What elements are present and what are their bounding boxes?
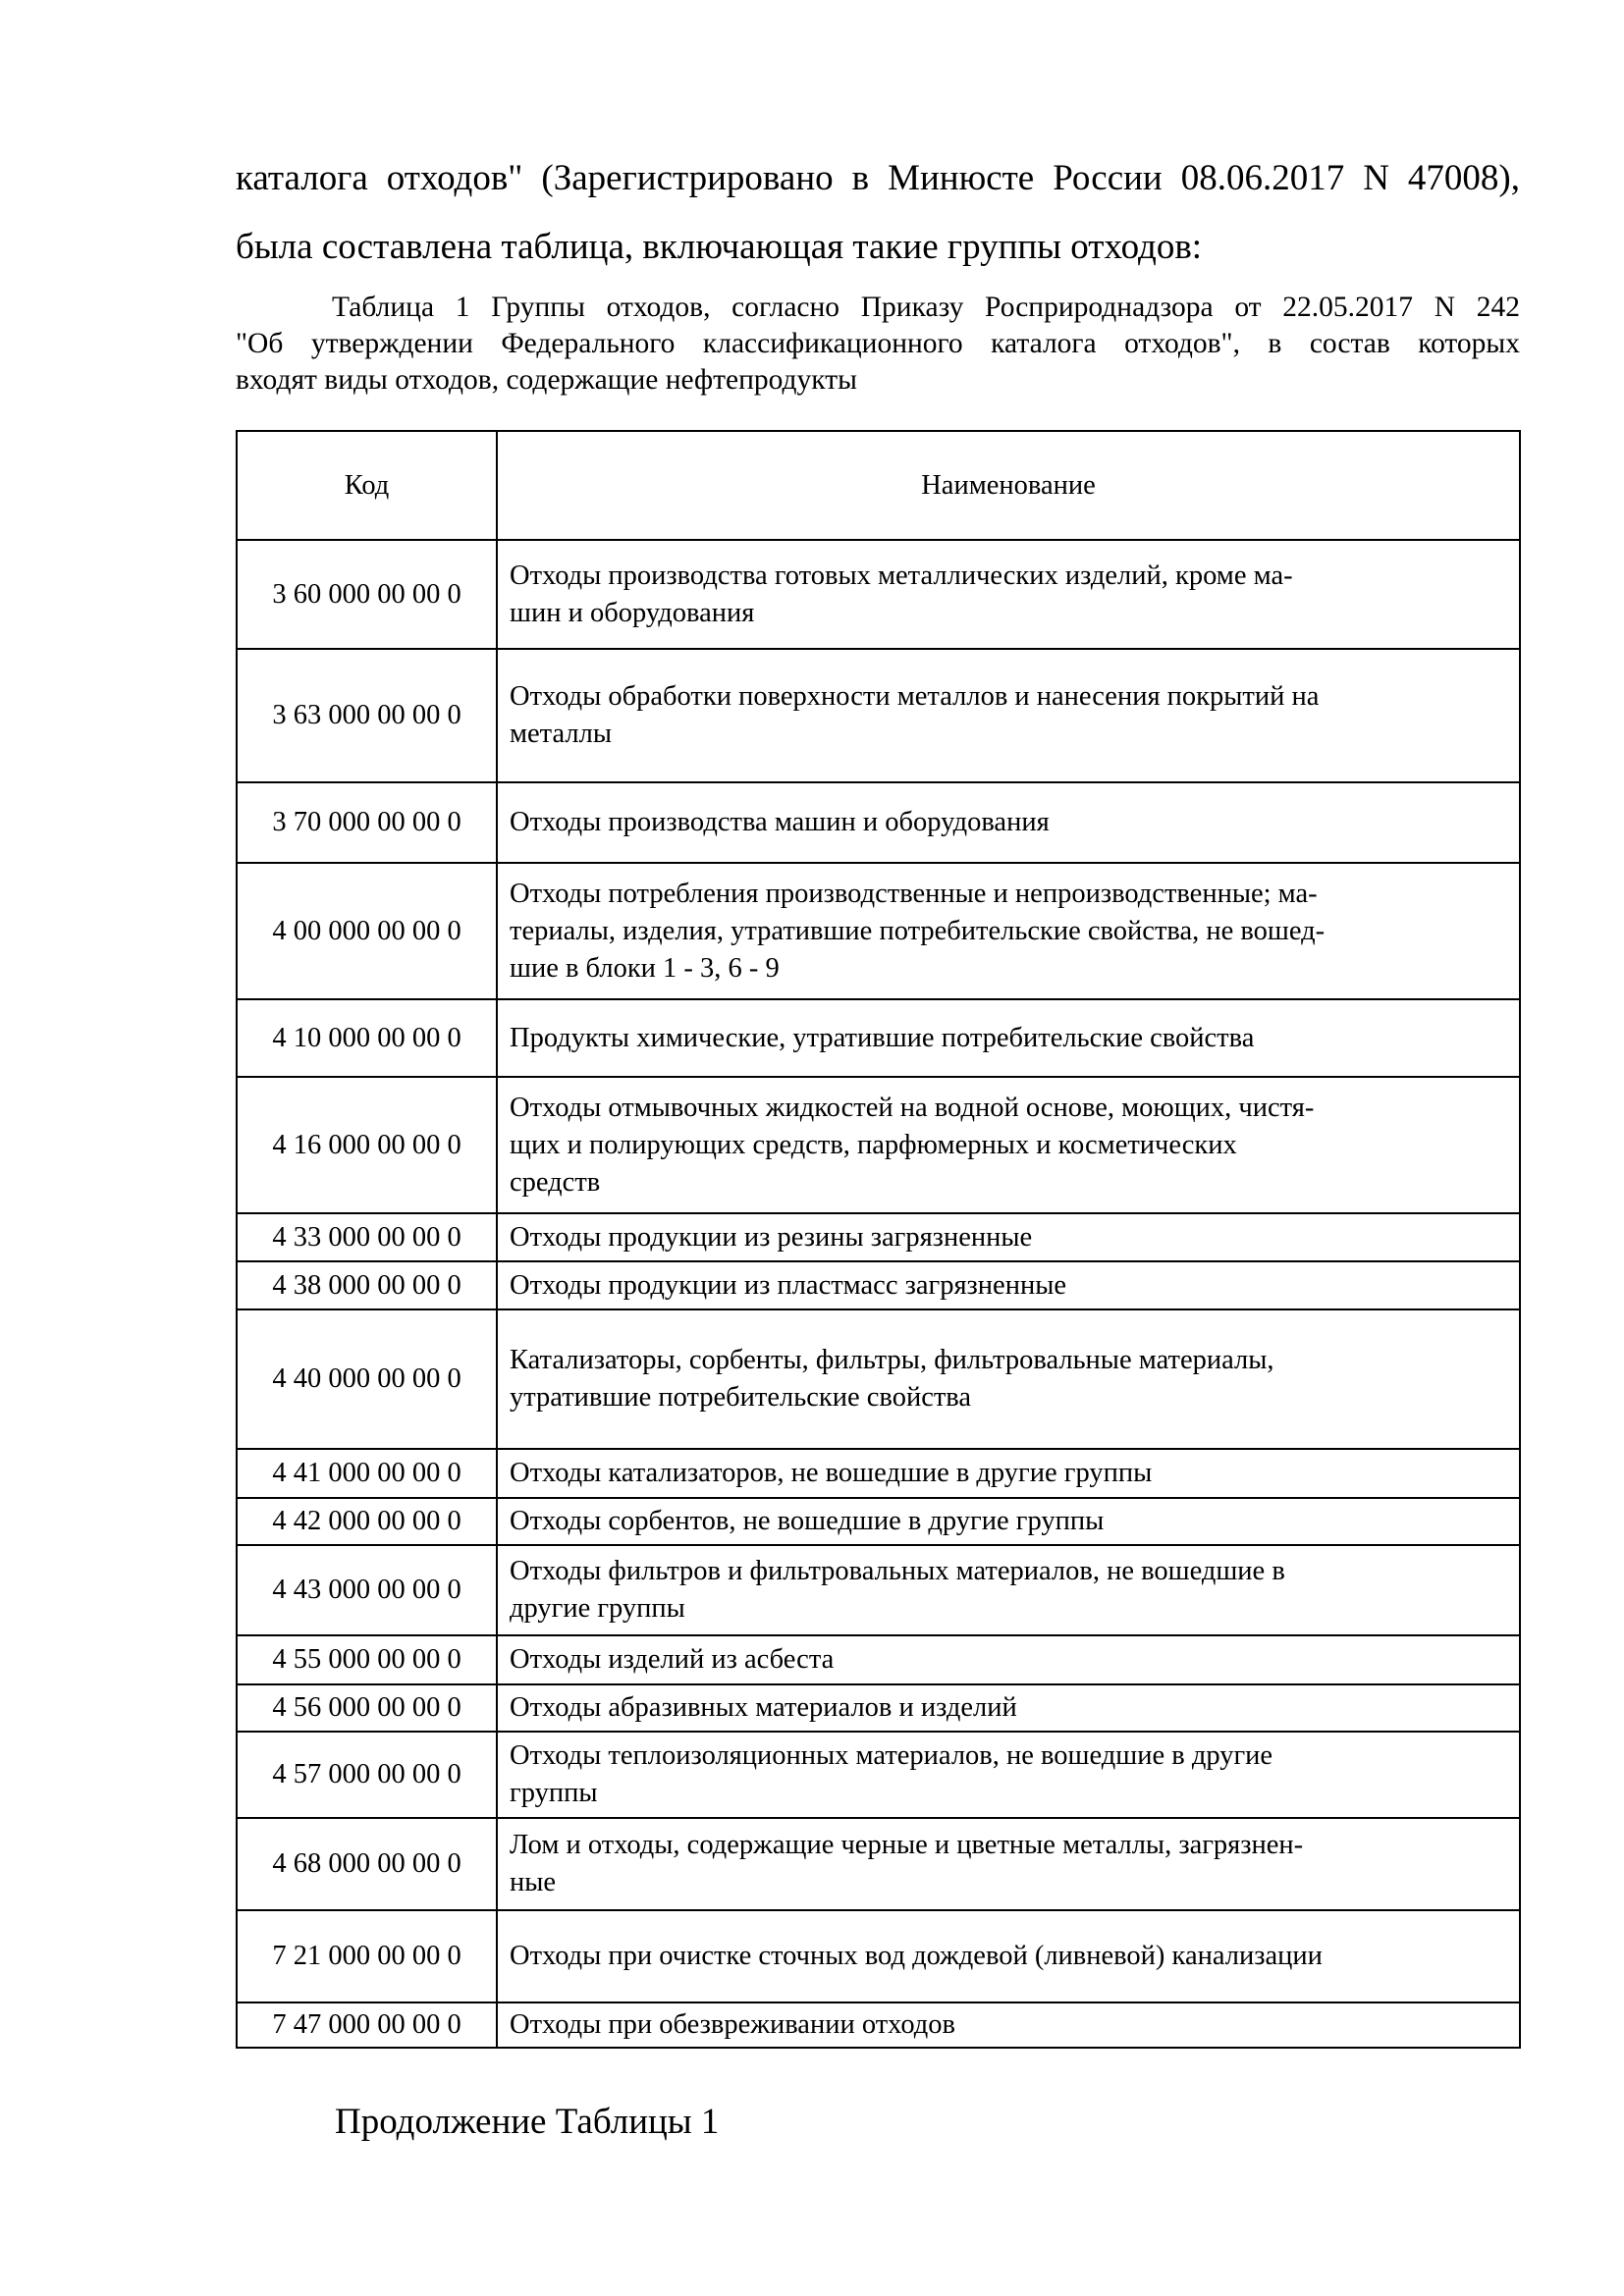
intro-line-1: каталога отходов" (Зарегистрировано в Минюсте России 08.06.2017 N 47008), (236, 158, 1520, 198)
row-code: 4 56 000 00 00 0 (237, 1684, 497, 1732)
row-name: Отходы обработки поверхности металлов и нанесения покрытий на металлы (497, 649, 1520, 782)
table-row (237, 1635, 1520, 1684)
row-code: 4 16 000 00 00 0 (237, 1077, 497, 1213)
table-row (237, 2002, 1520, 2048)
row-name: Отходы продукции из резины загрязненные (497, 1213, 1520, 1261)
row-code: 7 47 000 00 00 0 (237, 2002, 497, 2048)
row-name: Отходы теплоизоляционных материалов, не вошедшие в другие группы (497, 1732, 1520, 1818)
row-name: Отходы фильтров и фильтровальных материалов, не вошедшие в другие группы (497, 1545, 1520, 1635)
table-row (237, 782, 1520, 863)
row-code: 4 40 000 00 00 0 (237, 1309, 497, 1449)
table-row (237, 1077, 1520, 1213)
table-row (237, 1545, 1520, 1635)
row-code: 4 42 000 00 00 0 (237, 1498, 497, 1545)
caption-line-3: входят виды отходов, содержащие нефтепродукты (236, 364, 857, 396)
table-row (237, 1910, 1520, 2002)
row-name: Отходы потребления производственные и непроизводственные; ма- териалы, изделия, утратившие потребительские свойства, не вошед- шие в блоки 1 - 3, 6 - 9 (497, 863, 1520, 999)
row-code: 4 33 000 00 00 0 (237, 1213, 497, 1261)
row-name: Отходы абразивных материалов и изделий (497, 1684, 1520, 1732)
row-name: Отходы отмывочных жидкостей на водной основе, моющих, чистя- щих и полирующих средств, парфюмерных и косметических средств (497, 1077, 1520, 1213)
row-code: 7 21 000 00 00 0 (237, 1910, 497, 2002)
row-name: Лом и отходы, содержащие черные и цветные металлы, загрязнен- ные (497, 1818, 1520, 1910)
table-row (237, 1309, 1520, 1449)
table-row (237, 863, 1520, 999)
row-code: 3 70 000 00 00 0 (237, 782, 497, 863)
row-name: Отходы продукции из пластмасс загрязненные (497, 1261, 1520, 1309)
row-code: 4 57 000 00 00 0 (237, 1732, 497, 1818)
table-row (237, 1498, 1520, 1545)
row-name: Катализаторы, сорбенты, фильтры, фильтровальные материалы, утратившие потребительские свойства (497, 1309, 1520, 1449)
row-code: 4 00 000 00 00 0 (237, 863, 497, 999)
row-code: 3 60 000 00 00 0 (237, 540, 497, 649)
row-name: Отходы катализаторов, не вошедшие в другие группы (497, 1449, 1520, 1498)
row-code: 3 63 000 00 00 0 (237, 649, 497, 782)
waste-groups-table (236, 430, 1521, 2049)
table-row (237, 1684, 1520, 1732)
row-name: Отходы производства готовых металлических изделий, кроме ма- шин и оборудования (497, 540, 1520, 649)
row-code: 4 10 000 00 00 0 (237, 999, 497, 1077)
row-name: Отходы производства машин и оборудования (497, 782, 1520, 863)
table-row (237, 1213, 1520, 1261)
row-code: 4 38 000 00 00 0 (237, 1261, 497, 1309)
row-name: Отходы при очистке сточных вод дождевой (ливневой) канализации (497, 1910, 1520, 2002)
row-name: Продукты химические, утратившие потребительские свойства (497, 999, 1520, 1077)
table-row (237, 1732, 1520, 1818)
table-row (237, 1449, 1520, 1498)
row-name: Отходы при обезвреживании отходов (497, 2002, 1520, 2048)
row-code: 4 43 000 00 00 0 (237, 1545, 497, 1635)
table-row (237, 1261, 1520, 1309)
row-code: 4 68 000 00 00 0 (237, 1818, 497, 1910)
row-name: Отходы изделий из асбеста (497, 1635, 1520, 1684)
table-row (237, 540, 1520, 649)
caption-line-1: Таблица 1 Группы отходов, согласно Приказу Росприроднадзора от 22.05.2017 N 242 (332, 292, 1520, 323)
row-code: 4 55 000 00 00 0 (237, 1635, 497, 1684)
header-name: Наименование (497, 431, 1520, 540)
row-code: 4 41 000 00 00 0 (237, 1449, 497, 1498)
table-header-row (237, 431, 1520, 540)
table-row (237, 1818, 1520, 1910)
table-row (237, 649, 1520, 782)
continuation-heading: Продолжение Таблицы 1 (335, 2102, 720, 2142)
caption-line-2: "Об утверждении Федерального классификационного каталога отходов", в состав которых (236, 328, 1520, 359)
intro-line-2: была составлена таблица, включающая такие группы отходов: (236, 227, 1203, 267)
table-caption (236, 290, 1520, 399)
row-name: Отходы сорбентов, не вошедшие в другие группы (497, 1498, 1520, 1545)
header-code: Код (237, 431, 497, 540)
table-row (237, 999, 1520, 1077)
